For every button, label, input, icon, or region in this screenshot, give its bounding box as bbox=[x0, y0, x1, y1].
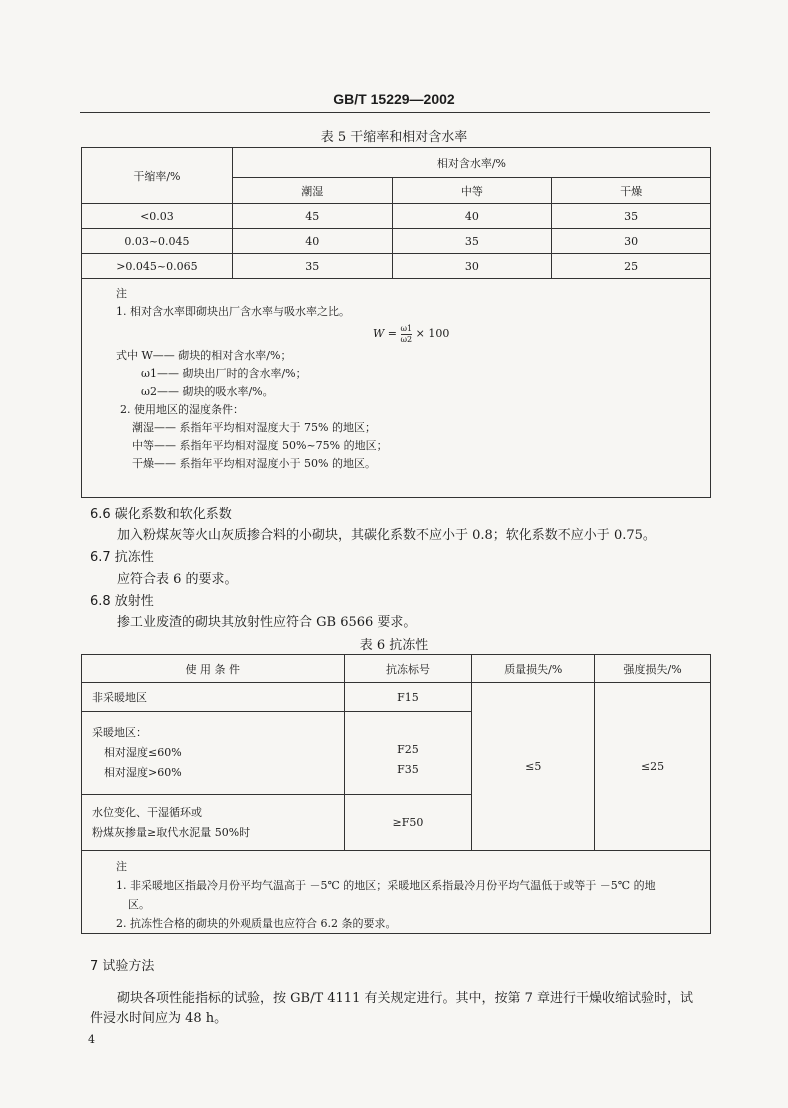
table6-mass-loss: ≤5 bbox=[472, 683, 595, 851]
formula-lhs: W = bbox=[373, 327, 398, 340]
table6-caption: 表 6 抗冻性 bbox=[359, 638, 429, 653]
section-7-text-line2: 件浸水时间应为 48 h。 bbox=[90, 1011, 228, 1026]
table-cell: 40 bbox=[232, 229, 392, 254]
table5-note-item1: 1. 相对含水率即砌块出厂含水率与吸水率之比。 bbox=[116, 305, 350, 318]
table-cell: 30 bbox=[552, 229, 711, 254]
page-number: 4 bbox=[88, 1033, 95, 1046]
section-6-7-text: 应符合表 6 的要求。 bbox=[117, 572, 238, 587]
table6-note-item2: 2. 抗冻性合格的砌块的外观质量也应符合 6.2 条的要求。 bbox=[116, 917, 397, 930]
formula-rhs: × 100 bbox=[415, 327, 450, 340]
formula-numerator: ω1 bbox=[400, 323, 413, 333]
table-cell: >0.045~0.065 bbox=[82, 254, 233, 279]
table6-r2-grade2: F35 bbox=[397, 763, 419, 776]
table5-humidity-wet: 潮湿—— 系指年平均相对湿度大于 75% 的地区； bbox=[132, 421, 376, 434]
section-6-8-heading: 6.8 放射性 bbox=[90, 594, 154, 609]
table5-subheader-medium: 中等 bbox=[392, 178, 552, 204]
table-cell: <0.03 bbox=[82, 204, 233, 229]
table6-r2-grade bbox=[344, 712, 472, 795]
table6-r2-condition bbox=[82, 712, 345, 795]
table6-r3-line2: 粉煤灰掺量≥取代水泥量 50%时 bbox=[92, 825, 251, 839]
table5-where-w: 式中 W—— 砌块的相对含水率/%； bbox=[116, 349, 292, 362]
table5-subheader-wet: 潮湿 bbox=[232, 178, 392, 204]
table-cell: 35 bbox=[552, 204, 711, 229]
table6-r1-condition: 非采暖地区 bbox=[82, 683, 345, 712]
table6-r1-grade: F15 bbox=[344, 683, 472, 712]
section-6-6-heading: 6.6 碳化系数和软化系数 bbox=[90, 507, 232, 522]
table5-where-w2: ω2—— 砌块的吸水率/%。 bbox=[141, 385, 274, 398]
section-7-heading: 7 试验方法 bbox=[90, 959, 155, 974]
table6-header-mass-loss: 质量损失/% bbox=[472, 655, 595, 683]
table6-header-strength-loss: 强度损失/% bbox=[595, 655, 711, 683]
table6-header-grade: 抗冻标号 bbox=[344, 655, 472, 683]
table5-subheader-dry: 干燥 bbox=[552, 178, 711, 204]
table5-note-item2: 2. 使用地区的湿度条件： bbox=[120, 403, 244, 416]
table-cell: 45 bbox=[232, 204, 392, 229]
table6-r3-line1: 水位变化、干湿循环或 bbox=[92, 805, 202, 819]
table6-note-cell bbox=[82, 851, 711, 934]
table6-r2-line3: 相对湿度>60% bbox=[104, 766, 182, 779]
section-6-7-heading: 6.7 抗冻性 bbox=[90, 550, 154, 565]
section-7-text-line1: 砌块各项性能指标的试验，按 GB/T 4111 有关规定进行。其中，按第 7 章进行干燥收缩试验时，试 bbox=[117, 991, 694, 1006]
table-cell: 30 bbox=[392, 254, 552, 279]
table-cell: 25 bbox=[552, 254, 711, 279]
table6-note-title: 注 bbox=[116, 860, 127, 873]
table5-group-header: 相对含水率/% bbox=[232, 148, 710, 178]
section-6-6-text: 加入粉煤灰等火山灰质掺合料的小砌块，其碳化系数不应小于 0.8；软化系数不应小于 0.75。 bbox=[117, 528, 656, 543]
table5-note-cell bbox=[82, 279, 711, 498]
table6-header-condition: 使 用 条 件 bbox=[82, 655, 345, 683]
table6-strength-loss: ≤25 bbox=[595, 683, 711, 851]
table5-humidity-medium: 中等—— 系指年平均相对湿度 50%~75% 的地区； bbox=[132, 439, 388, 452]
header-rule bbox=[80, 112, 710, 113]
table6-r3-condition bbox=[82, 795, 345, 851]
section-6-8-text: 掺工业废渣的砌块其放射性应符合 GB 6566 要求。 bbox=[117, 615, 417, 630]
table6-r2-line2: 相对湿度≤60% bbox=[104, 746, 182, 759]
table5-formula bbox=[116, 321, 710, 347]
table6 bbox=[81, 654, 711, 934]
table6-note-item1-cont: 区。 bbox=[128, 898, 150, 911]
formula-denominator: ω2 bbox=[400, 334, 413, 344]
table5-col1-header: 干缩率/% bbox=[82, 148, 233, 204]
table5-where-w1: ω1—— 砌块出厂时的含水率/%； bbox=[141, 367, 307, 380]
table6-r2-line1: 采暖地区： bbox=[92, 726, 147, 739]
table-cell: 40 bbox=[392, 204, 552, 229]
standard-header: GB/T 15229—2002 bbox=[333, 91, 455, 107]
table-cell: 35 bbox=[392, 229, 552, 254]
table5 bbox=[81, 147, 711, 498]
table5-note-title: 注 bbox=[116, 287, 127, 300]
table6-note-item1: 1. 非采暖地区指最冷月份平均气温高于 －5℃ 的地区；采暖地区系指最冷月份平均气温低于或等于 －5℃ 的地 bbox=[116, 879, 656, 892]
table5-caption: 表 5 干缩率和相对含水率 bbox=[320, 130, 468, 145]
table6-r3-grade: ≥F50 bbox=[344, 795, 472, 851]
table-cell: 0.03~0.045 bbox=[82, 229, 233, 254]
table5-humidity-dry: 干燥—— 系指年平均相对湿度小于 50% 的地区。 bbox=[132, 457, 376, 470]
table-cell: 35 bbox=[232, 254, 392, 279]
table6-r2-grade1: F25 bbox=[397, 743, 419, 756]
formula-fraction bbox=[401, 324, 413, 345]
